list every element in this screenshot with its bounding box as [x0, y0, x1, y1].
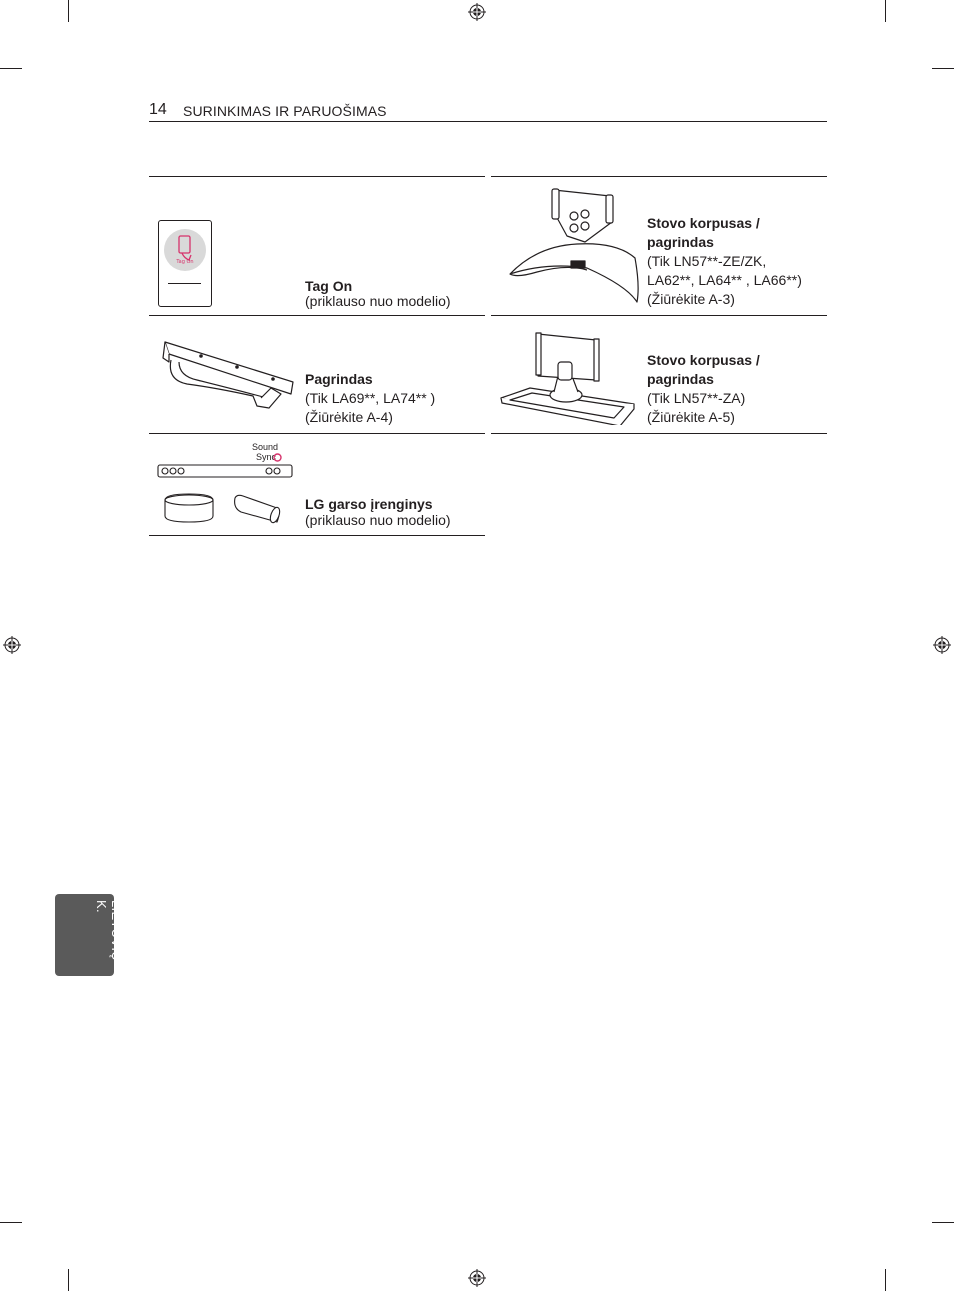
header-rule	[149, 121, 827, 122]
flat-stand-icon	[498, 330, 638, 425]
item-sound-text	[305, 495, 451, 530]
curved-stand-icon	[507, 186, 642, 306]
table-rule	[491, 176, 827, 177]
item-line: LA62**, LA64** , LA66**)	[647, 272, 802, 288]
item-line: (priklauso nuo modelio)	[305, 293, 451, 309]
table-rule	[149, 535, 485, 536]
table-rule	[149, 433, 485, 434]
item-line: (Tik LA69**, LA74** )	[305, 390, 436, 406]
item-title: pagrindas	[647, 234, 714, 250]
tag-on-icon-label: Tag On	[176, 259, 194, 265]
table-rule	[491, 315, 827, 316]
crop-mark	[932, 68, 954, 69]
item-tag-on-text	[305, 277, 451, 311]
item-title: LG garso įrenginys	[305, 496, 433, 512]
item-title: Stovo korpusas /	[647, 352, 760, 368]
item-stand-curved-text	[647, 214, 802, 309]
language-side-tab-label: LIETUVIŲ K.	[94, 900, 124, 961]
item-line: (Žiūrėkite A-5)	[647, 409, 735, 425]
item-stand-flat-text	[647, 351, 760, 427]
section-title: SURINKIMAS IR PARUOŠIMAS	[183, 103, 387, 119]
registration-mark-icon	[3, 636, 21, 654]
item-line: (Tik LN57**-ZE/ZK,	[647, 253, 767, 269]
item-line: (Žiūrėkite A-4)	[305, 409, 393, 425]
table-rule	[149, 315, 485, 316]
language-side-tab	[55, 894, 124, 976]
item-title: pagrindas	[647, 371, 714, 387]
crop-mark	[885, 1269, 886, 1291]
sound-device-icon	[157, 460, 295, 526]
item-title: Pagrindas	[305, 371, 373, 387]
crop-mark	[0, 68, 22, 69]
item-line: (Žiūrėkite A-3)	[647, 291, 735, 307]
item-line: (priklauso nuo modelio)	[305, 512, 451, 528]
registration-mark-icon	[468, 3, 486, 21]
crop-mark	[932, 1222, 954, 1223]
table-rule	[491, 433, 827, 434]
tag-on-icon	[162, 227, 208, 273]
page-number: 14	[149, 101, 167, 118]
table-rule	[149, 176, 485, 177]
crop-mark	[68, 0, 69, 22]
crop-mark	[885, 0, 886, 22]
item-title: Tag On	[305, 278, 353, 294]
crop-mark	[68, 1269, 69, 1291]
sound-sync-logo-text: Sync	[256, 452, 277, 462]
registration-mark-icon	[933, 636, 951, 654]
item-pagrindas-text	[305, 370, 435, 427]
item-title: Stovo korpusas /	[647, 215, 760, 231]
tag-on-card-line	[168, 283, 201, 284]
sound-sync-logo-text: Sound	[252, 442, 279, 452]
item-line: (Tik LN57**-ZA)	[647, 390, 746, 406]
registration-mark-icon	[468, 1269, 486, 1287]
crop-mark	[0, 1222, 22, 1223]
bar-stand-icon	[157, 336, 297, 412]
